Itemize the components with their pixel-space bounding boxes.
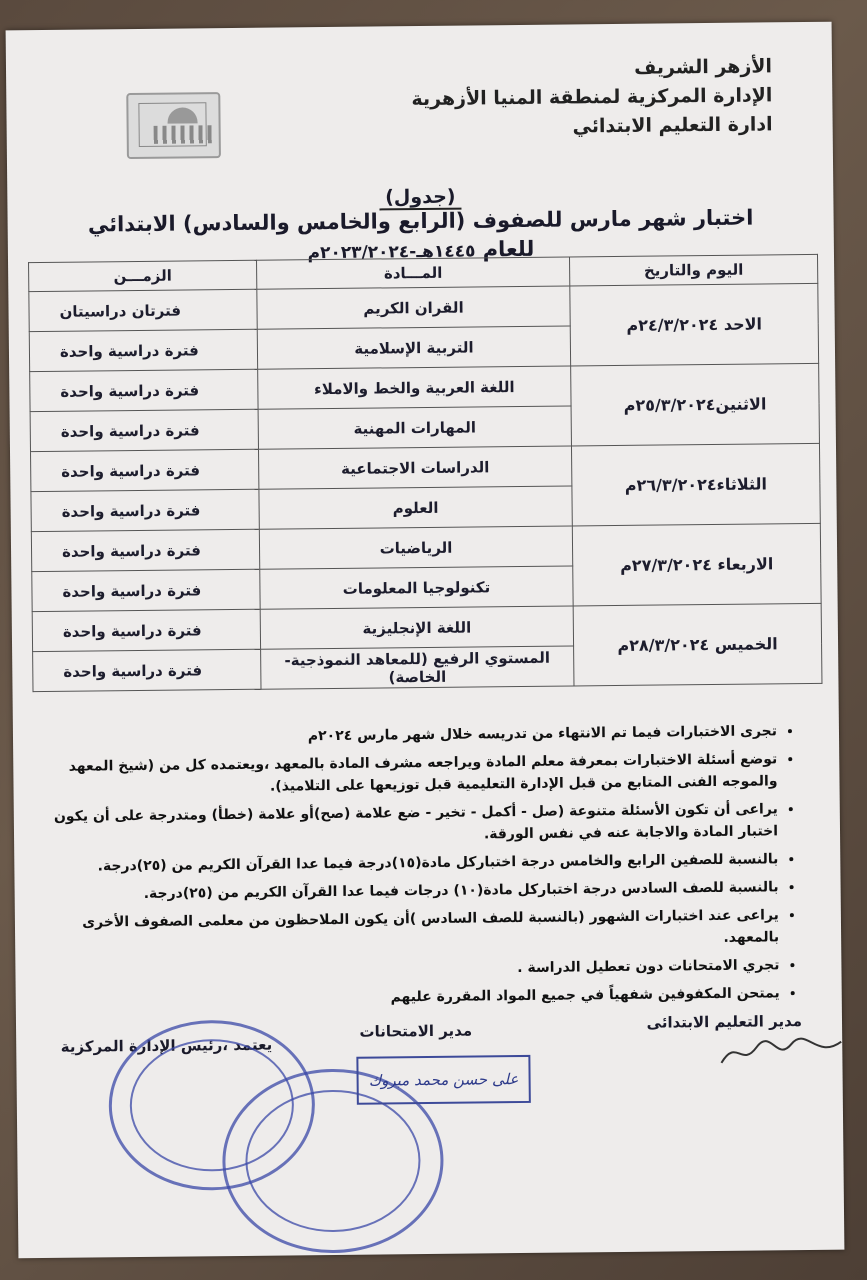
note-item: • تجري الامتحانات دون تعطيل الدراسة . (45, 954, 779, 984)
time-cell: فترة دراسية واحدة (29, 329, 257, 371)
subject-cell: العلوم (259, 486, 572, 529)
doc-label: (جدول) (7, 182, 833, 213)
table-row (30, 363, 819, 411)
time-cell: فترة دراسية واحدة (32, 609, 260, 651)
header-line-2: الإدارة المركزية لمنطقة المنيا الأزهرية (411, 84, 773, 111)
day-cell: الاحد ٢٤/٣/٢٠٢٤م (570, 283, 819, 366)
doc-year: للعام ١٤٤٥هـ-٢٠٢٣/٢٠٢٤م (307, 236, 535, 264)
note-item: • يراعى عند اختبارات الشهور (بالنسبة للصف السادس )أن يكون الملاحظون من معلمى الصفوف الأخرى بالمعهد. (45, 904, 779, 956)
azhar-logo-icon (126, 92, 221, 159)
day-cell: الاثنين٢٥/٣/٢٠٢٤م (571, 363, 820, 446)
header-line-3: ادارة التعليم الابتدائي (572, 113, 773, 138)
day-cell: الاربعاء ٢٧/٣/٢٠٢٤م (572, 523, 821, 606)
header-subject: المـــادة (257, 257, 570, 289)
day-cell: الخميس ٢٨/٣/٢٠٢٤م (573, 603, 822, 686)
time-cell: فترة دراسية واحدة (31, 529, 259, 571)
subject-cell: اللغة الإنجليزية (260, 606, 573, 649)
time-cell: فترة دراسية واحدة (30, 409, 258, 451)
name-stamp: على حسن محمد مبروك (356, 1055, 530, 1105)
time-cell: فترة دراسية واحدة (30, 369, 258, 411)
subject-cell: الدراسات الاجتماعية (258, 446, 571, 489)
table-row (31, 523, 820, 571)
note-item: • بالنسبة للصف السادس درجة اختباركل مادة(١٠) درجات فيما عدا القرآن الكريم من (٢٥)درجة. (45, 876, 779, 906)
subject-cell: اللغة العربية والخط والاملاء (258, 366, 571, 409)
doc-title: اختبار شهر مارس للصفوف (الرابع والخامس والسادس) الابتدائي (87, 205, 754, 237)
letterhead (411, 52, 773, 143)
time-cell: فترتان دراسيتان (29, 289, 257, 331)
document-page (6, 22, 845, 1259)
director-title: مدير التعليم الابتدائى (646, 1012, 803, 1032)
subject-cell: القران الكريم (257, 286, 570, 329)
notes-section (43, 720, 802, 1018)
note-item: • بالنسبة للصفين الرابع والخامس درجة اختباركل مادة(١٥)درجة فيما عدا القرآن الكريم من (٢٥)درجة. (44, 848, 778, 878)
header-day: اليوم والتاريخ (569, 254, 817, 286)
subject-cell: المهارات المهنية (258, 406, 571, 449)
time-cell: فترة دراسية واحدة (31, 489, 259, 531)
note-item: • توضع أسئلة الاختبارات بمعرفة معلم المادة ويراجعه مشرف المادة بالمعهد ،ويعتمده كل من (شيخ المعهد والموجه الفنى المتابع من قبل الإدارة التعليمية قبل توزيعها على التلاميذ). (43, 748, 777, 800)
note-item: • يراعى أن تكون الأسئلة متنوعة (صل - أكمل - تخير - ضع علامة (صح)أو علامة (خطأ) ومتدرجة على أن يكون اختبار المادة والاجابة عنه في نفس الورقة. (44, 798, 778, 850)
subject-cell: الرياضيات (259, 526, 572, 569)
day-cell: الثلاثاء٢٦/٣/٢٠٢٤م (571, 443, 820, 526)
exam-schedule-table (28, 254, 822, 692)
note-item: • يمتحن المكفوفين شفهياً في جميع المواد المقررة عليهم (46, 982, 780, 1012)
subject-cell: تكنولوجيا المعلومات (260, 566, 573, 609)
exams-director-title: مدير الامتحانات (359, 1021, 473, 1041)
note-item: • تجرى الاختبارات فيما تم الانتهاء من تدريسه خلال شهر مارس ٢٠٢٤م (43, 720, 777, 750)
time-cell: فترة دراسية واحدة (32, 569, 260, 611)
central-admin-head-title: يعتمد ،رئيس الإدارة المركزية (60, 1035, 273, 1056)
handwritten-signature-icon (716, 1032, 846, 1073)
subject-cell: التربية الإسلامية (257, 326, 570, 369)
header-line-1: الأزهر الشريف (634, 55, 773, 79)
subject-cell: المستوي الرفيع (للمعاهد النموذجية-الخاصة) (261, 646, 574, 689)
table-row (32, 603, 821, 651)
time-cell: فترة دراسية واحدة (31, 449, 259, 491)
table-row (31, 443, 820, 491)
table-row (29, 283, 818, 331)
time-cell: فترة دراسية واحدة (33, 649, 261, 691)
header-time: الزمـــن (29, 260, 257, 291)
